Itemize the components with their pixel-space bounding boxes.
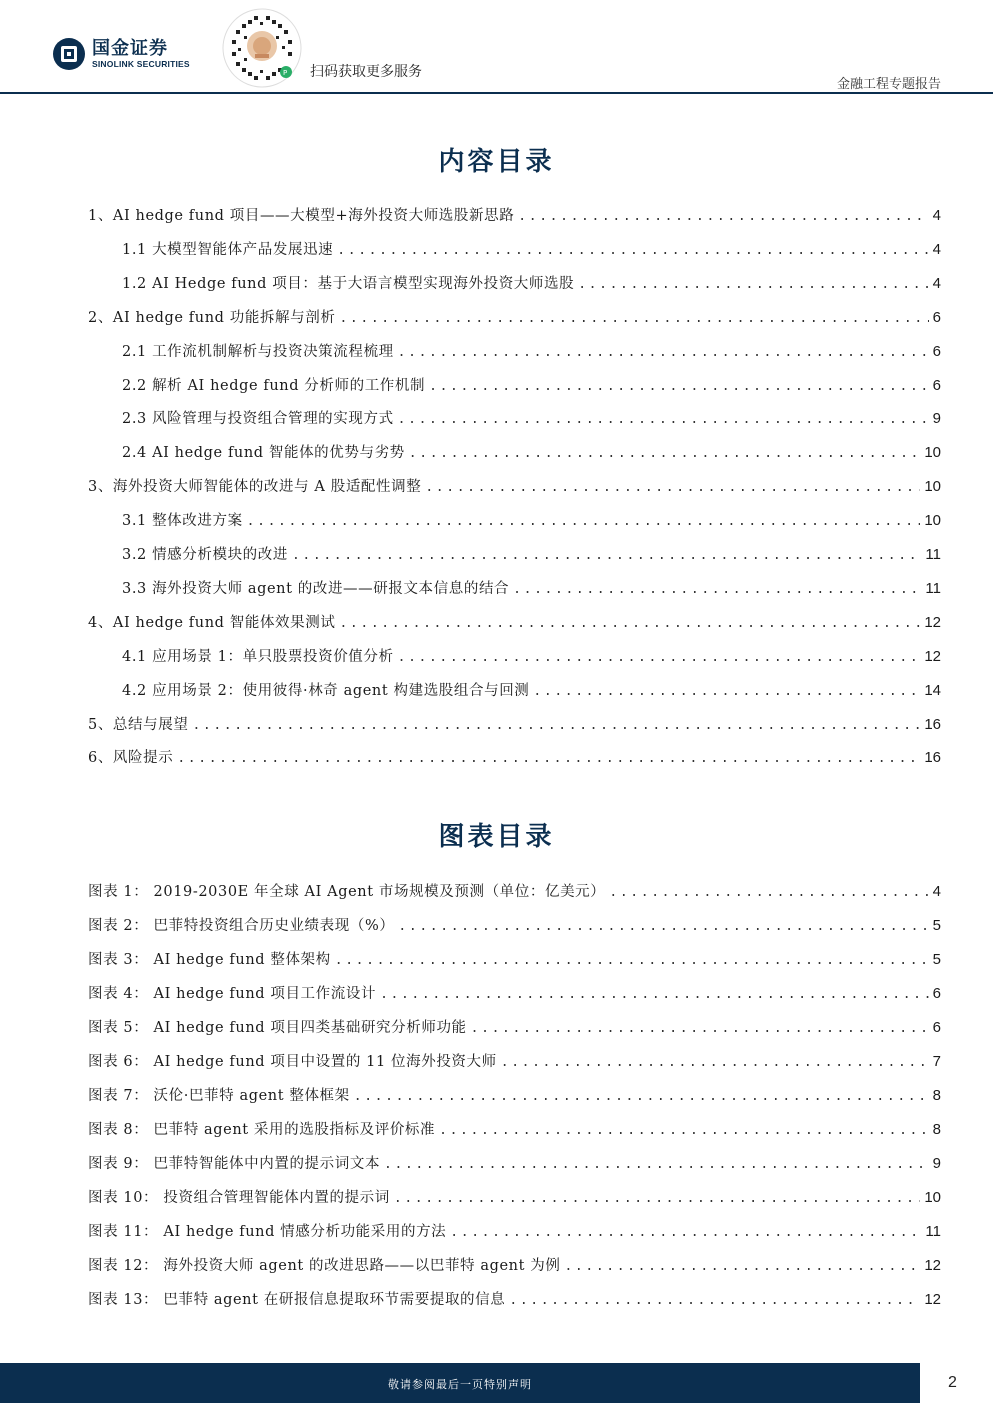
figure-entry-page: 10 (924, 1189, 941, 1206)
contents-entry[interactable] (122, 407, 941, 429)
dot-leader (409, 446, 921, 461)
contents-entry-label: 4、AI hedge fund 智能体效果测试 (88, 614, 336, 631)
contents-entry-page: 10 (924, 478, 941, 496)
qr-caption: 扫码获取更多服务 (310, 64, 422, 80)
contents-entry[interactable] (88, 713, 941, 735)
dot-leader (439, 1123, 929, 1138)
contents-entry[interactable] (88, 475, 941, 497)
dot-leader (513, 582, 921, 597)
contents-entry-label: 3.2 情感分析模块的改进 (122, 547, 288, 563)
figure-entry[interactable] (88, 1220, 941, 1242)
figure-entry-label: 图表 8： 巴菲特 agent 采用的选股指标及评价标准 (88, 1122, 436, 1138)
contents-entry-label: 3.3 海外投资大师 agent 的改进——研报文本信息的结合 (122, 580, 510, 597)
figure-entry[interactable] (88, 1254, 941, 1276)
contents-entry-label: 5、总结与展望 (88, 716, 189, 733)
contents-entry[interactable] (88, 611, 941, 633)
figure-entry-label: 图表 11： AI hedge fund 情感分析功能采用的方法 (88, 1224, 447, 1240)
contents-entry[interactable] (122, 340, 941, 362)
contents-entry-label: 3.1 整体改进方案 (122, 513, 243, 530)
contents-entry[interactable] (88, 204, 941, 226)
figure-entry[interactable] (88, 1050, 941, 1072)
dot-leader (335, 953, 929, 968)
svg-text:P: P (283, 69, 288, 77)
contents-entry-label: 2、AI hedge fund 功能拆解与剖析 (88, 309, 336, 326)
figure-entry-page: 8 (932, 1087, 941, 1104)
dot-leader (398, 650, 921, 665)
figure-entry-page: 9 (932, 1155, 941, 1172)
figures-title: 图表目录 (438, 822, 555, 852)
contents-entry[interactable] (122, 509, 941, 531)
figure-entry[interactable] (88, 880, 941, 902)
contents-entry-page: 10 (924, 444, 941, 462)
dot-leader (354, 1089, 929, 1104)
figure-entry-page: 5 (932, 917, 941, 934)
contents-entry[interactable] (122, 577, 941, 599)
logo-chinese-name: 国金证券 (92, 38, 168, 59)
contents-entry[interactable] (122, 272, 941, 294)
contents-entry[interactable] (122, 374, 941, 396)
logo-english-name: SINOLINK SECURITIES (92, 59, 190, 69)
figure-entry-page: 7 (932, 1053, 941, 1070)
figure-entry-label: 图表 2： 巴菲特投资组合历史业绩表现（%） (88, 918, 395, 934)
contents-entry[interactable] (122, 238, 941, 260)
figure-entry-label: 图表 4： AI hedge fund 项目工作流设计 (88, 986, 377, 1002)
contents-entry-label: 2.4 AI hedge fund 智能体的优势与劣势 (122, 445, 405, 462)
figure-entry-page: 12 (924, 1291, 941, 1308)
contents-entry-page: 11 (925, 546, 941, 563)
figure-entry[interactable] (88, 948, 941, 970)
contents-entry-page: 9 (932, 410, 941, 428)
contents-entry[interactable] (88, 746, 941, 768)
contents-entry-page: 16 (924, 749, 941, 767)
header-divider (0, 92, 993, 94)
dot-leader (609, 885, 928, 900)
contents-entry[interactable] (122, 543, 941, 565)
contents-entry-page: 6 (932, 308, 941, 326)
report-type-label: 金融工程专题报告 (836, 77, 941, 92)
figure-entry[interactable] (88, 1118, 941, 1140)
dot-leader (398, 919, 928, 934)
contents-entry-page: 10 (924, 512, 941, 530)
contents-entry-label: 4.1 应用场景 1：单只股票投资价值分析 (122, 648, 394, 665)
figure-entry-label: 图表 7： 沃伦·巴菲特 agent 整体框架 (88, 1088, 350, 1104)
figure-entry-page: 12 (924, 1257, 941, 1274)
contents-entry[interactable] (122, 645, 941, 667)
figure-entry-label: 图表 10： 投资组合管理智能体内置的提示词 (88, 1190, 390, 1206)
figure-entry[interactable] (88, 1288, 941, 1310)
contents-entry[interactable] (122, 679, 941, 701)
figure-entry[interactable] (88, 1186, 941, 1208)
dot-leader (292, 548, 921, 563)
contents-title: 内容目录 (438, 147, 555, 177)
dot-leader (564, 1259, 920, 1274)
dot-leader (247, 514, 921, 529)
dot-leader (501, 1055, 929, 1070)
figure-entry-label: 图表 13： 巴菲特 agent 在研报信息提取环节需要提取的信息 (88, 1292, 506, 1308)
contents-entry-page: 4 (932, 240, 941, 258)
footer-disclaimer: 敬请参阅最后一页特别声明 (388, 1378, 532, 1391)
contents-entry[interactable] (88, 306, 941, 328)
dot-leader (192, 718, 920, 733)
page-header (0, 0, 993, 96)
figure-entry-page: 5 (932, 951, 941, 968)
contents-entry-label: 2.2 解析 AI hedge fund 分析师的工作机制 (122, 377, 426, 394)
dot-leader (471, 1021, 929, 1036)
contents-entry-page: 4 (932, 207, 941, 224)
contents-entry-page: 16 (924, 715, 941, 733)
dot-leader (339, 616, 920, 631)
dot-leader (394, 1191, 920, 1206)
figure-entry[interactable] (88, 914, 941, 936)
dot-leader (380, 987, 929, 1002)
figure-entry-page: 11 (925, 1223, 941, 1240)
figure-entry-label: 图表 12： 海外投资大师 agent 的改进思路——以巴菲特 agent 为例 (88, 1258, 561, 1274)
contents-entry-page: 12 (924, 613, 941, 631)
figure-entry-page: 8 (932, 1121, 941, 1138)
dot-leader (398, 412, 929, 427)
sinolink-logo-icon (52, 37, 86, 71)
figure-entry[interactable] (88, 1016, 941, 1038)
figure-entry-label: 图表 1： 2019-2030E 年全球 AI Agent 市场规模及预测（单位：亿美元） (88, 884, 606, 900)
dot-leader (337, 243, 928, 258)
contents-entry-page: 6 (932, 342, 941, 360)
dot-leader (177, 751, 920, 766)
contents-entry-page: 14 (924, 681, 941, 699)
figure-entry-label: 图表 3： AI hedge fund 整体架构 (88, 952, 331, 968)
dot-leader (450, 1225, 921, 1240)
figure-entry-page: 6 (932, 1019, 941, 1036)
figure-entry-page: 4 (932, 883, 941, 900)
contents-entry-label: 3、海外投资大师智能体的改进与 A 股适配性调整 (88, 479, 422, 496)
figure-entry-label: 图表 5： AI hedge fund 项目四类基础研究分析师功能 (88, 1020, 467, 1036)
figure-entry-page: 6 (932, 985, 941, 1002)
contents-entry-label: 4.2 应用场景 2：使用彼得·林奇 agent 构建选股组合与回测 (122, 682, 530, 699)
dot-leader (425, 480, 920, 495)
qr-code-icon[interactable] (222, 8, 302, 88)
contents-entry[interactable] (122, 441, 941, 463)
contents-entry-page: 11 (925, 579, 941, 597)
dot-leader (429, 379, 929, 394)
contents-entry-label: 1、AI hedge fund 项目——大模型+海外投资大师选股新思路 (88, 208, 515, 224)
contents-entry-page: 4 (932, 274, 941, 292)
contents-entry-label: 2.1 工作流机制解析与投资决策流程梳理 (122, 343, 394, 360)
figure-entry[interactable] (88, 1152, 941, 1174)
figure-entry[interactable] (88, 982, 941, 1004)
dot-leader (533, 684, 920, 699)
contents-entry-label: 2.3 风险管理与投资组合管理的实现方式 (122, 411, 394, 428)
contents-entry-label: 6、风险提示 (88, 750, 174, 767)
figure-entry-label: 图表 6： AI hedge fund 项目中设置的 11 位海外投资大师 (88, 1054, 497, 1070)
figure-entry-label: 图表 9： 巴菲特智能体中内置的提示词文本 (88, 1156, 381, 1172)
contents-entry-page: 12 (924, 647, 941, 665)
contents-entry-label: 1.1 大模型智能体产品发展迅速 (122, 241, 334, 258)
dot-leader (509, 1293, 920, 1308)
dot-leader (398, 345, 929, 360)
page-number: 2 (948, 1374, 957, 1391)
figure-entry[interactable] (88, 1084, 941, 1106)
dot-leader (578, 277, 928, 292)
contents-entry-label: 1.2 AI Hedge fund 项目：基于大语言模型实现海外投资大师选股 (122, 275, 575, 292)
company-logo (52, 37, 190, 71)
dot-leader (518, 209, 928, 224)
dot-leader (384, 1157, 929, 1172)
contents-entry-page: 6 (932, 376, 941, 394)
dot-leader (339, 311, 928, 326)
